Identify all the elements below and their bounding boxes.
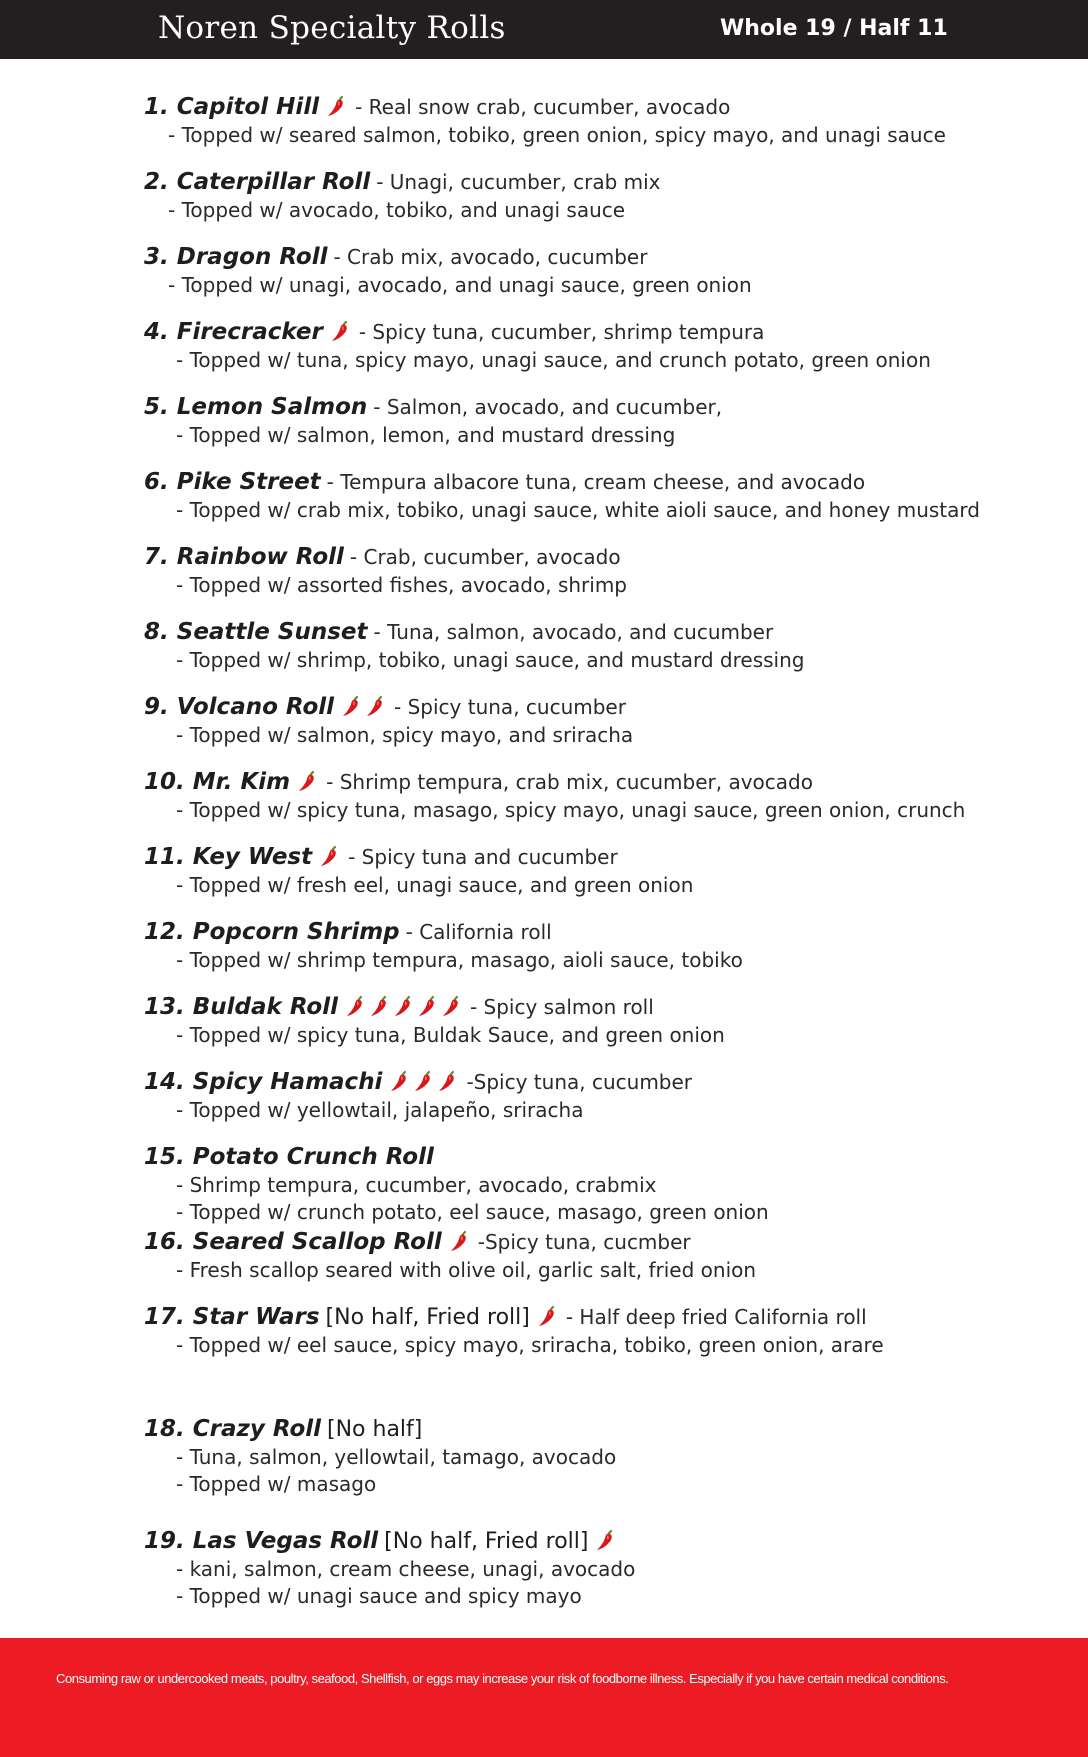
menu-item-detail: - Topped w/ crunch potato, eel sauce, masago, green onion — [176, 1200, 769, 1224]
menu-item-name: 3. Dragon Roll — [144, 244, 328, 270]
menu-item-note: [No half] — [327, 1417, 423, 1442]
menu-item-name: 17. Star Wars — [144, 1304, 320, 1330]
menu-item-detail: - Topped w/ salmon, lemon, and mustard dressing — [176, 423, 676, 447]
menu-item — [144, 1227, 1044, 1302]
menu-item-name: 9. Volcano Roll — [144, 694, 335, 720]
menu-item-heading — [144, 317, 1044, 347]
menu-item-description: - Salmon, avocado, and cucumber, — [373, 395, 723, 419]
menu-item-note: [No half, Fried roll] — [384, 1529, 589, 1554]
food-safety-disclaimer: Consuming raw or undercooked meats, poultry, seafood, Shellfish, or eggs may increase your risk of foodborne illness. Especially if you have certain medical conditions. — [56, 1671, 949, 1686]
menu-item-name: 7. Rainbow Roll — [144, 544, 344, 570]
menu-item-heading — [144, 692, 1044, 722]
menu-item-detail: - Tuna, salmon, yellowtail, tamago, avocado — [176, 1445, 617, 1469]
menu-item-heading — [144, 1227, 1044, 1257]
menu-item — [144, 692, 1044, 767]
menu-item-detail: - Topped w/ crab mix, tobiko, unagi sauce, white aioli sauce, and honey mustard — [176, 498, 980, 522]
spice-level — [325, 93, 349, 123]
menu-item-detail: - Fresh scallop seared with olive oil, garlic salt, fried onion — [176, 1258, 757, 1282]
red-chili-pepper-icon — [345, 994, 367, 1018]
menu-item-detail: - Topped w/ shrimp tempura, masago, aioli sauce, tobiko — [176, 948, 743, 972]
menu-item — [144, 617, 1044, 692]
menu-item-name: 19. Las Vegas Roll — [144, 1528, 379, 1554]
menu-item-detail: - Topped w/ masago — [176, 1472, 377, 1496]
menu-item-heading — [144, 392, 1044, 422]
menu-item-detail: - Topped w/ eel sauce, spicy mayo, sriracha, tobiko, green onion, arare — [176, 1333, 884, 1357]
menu-item-heading — [144, 1414, 1044, 1444]
rolls-menu-list — [144, 92, 1044, 1608]
menu-item — [144, 767, 1044, 842]
menu-item — [144, 242, 1044, 317]
red-chili-pepper-icon — [595, 1528, 617, 1552]
menu-item-heading — [144, 467, 1044, 497]
spice-level — [594, 1527, 618, 1557]
menu-item — [144, 992, 1044, 1067]
red-chili-pepper-icon — [326, 94, 348, 118]
menu-item-name: 2. Caterpillar Roll — [144, 169, 371, 195]
disclaimer-footer — [0, 1638, 1088, 1757]
menu-header — [0, 0, 1088, 59]
menu-item-description: - California roll — [405, 920, 552, 944]
menu-item-heading — [144, 617, 1044, 647]
red-chili-pepper-icon — [437, 1069, 459, 1093]
menu-item-heading — [144, 767, 1044, 797]
menu-item-detail: - Shrimp tempura, cucumber, avocado, crabmix — [176, 1173, 657, 1197]
menu-item-description: - Tuna, salmon, avocado, and cucumber — [373, 620, 774, 644]
menu-item-detail: - Topped w/ shrimp, tobiko, unagi sauce, and mustard dressing — [176, 648, 805, 672]
red-chili-pepper-icon — [417, 994, 439, 1018]
menu-item-description: - Half deep fried California roll — [565, 1305, 867, 1329]
menu-item-heading — [144, 917, 1044, 947]
menu-item-heading — [144, 167, 1044, 197]
menu-item-detail: - Topped w/ spicy tuna, Buldak Sauce, and green onion — [176, 1023, 725, 1047]
menu-item-description: - Spicy tuna, cucumber — [394, 695, 626, 719]
menu-item-detail: - kani, salmon, cream cheese, unagi, avocado — [176, 1557, 636, 1581]
menu-item-description: - Crab mix, avocado, cucumber — [333, 245, 648, 269]
menu-item-name: 14. Spicy Hamachi — [144, 1069, 383, 1095]
spice-level — [448, 1228, 472, 1258]
menu-item-heading — [144, 92, 1044, 122]
menu-item — [144, 467, 1044, 542]
menu-item-heading — [144, 1142, 1044, 1172]
red-chili-pepper-icon — [319, 844, 341, 868]
menu-item — [144, 167, 1044, 242]
menu-item-description: - Spicy salmon roll — [469, 995, 654, 1019]
menu-item-description: - Spicy tuna and cucumber — [348, 845, 618, 869]
menu-item-name: 12. Popcorn Shrimp — [144, 919, 400, 945]
menu-item-name: 13. Buldak Roll — [144, 994, 338, 1020]
menu-item-name: 18. Crazy Roll — [144, 1416, 322, 1442]
menu-item — [144, 392, 1044, 467]
menu-item-name: 8. Seattle Sunset — [144, 619, 368, 645]
menu-item-detail: - Topped w/ unagi sauce and spicy mayo — [176, 1584, 582, 1608]
menu-item — [144, 917, 1044, 992]
menu-item — [144, 92, 1044, 167]
menu-item — [144, 542, 1044, 617]
menu-item-name: 11. Key West — [144, 844, 313, 870]
menu-item-name: 6. Pike Street — [144, 469, 321, 495]
spice-level — [329, 318, 353, 348]
spice-level — [296, 768, 320, 798]
menu-item-name: 15. Potato Crunch Roll — [144, 1144, 434, 1170]
menu-item-detail: - Topped w/ unagi, avocado, and unagi sauce, green onion — [168, 273, 752, 297]
menu-item-note: [No half, Fried roll] — [325, 1305, 530, 1330]
menu-item-heading — [144, 1067, 1044, 1097]
menu-item-detail: - Topped w/ avocado, tobiko, and unagi sauce — [168, 198, 626, 222]
red-chili-pepper-icon — [297, 769, 319, 793]
menu-item-description: - Spicy tuna, cucumber, shrimp tempura — [358, 320, 765, 344]
spice-level — [340, 693, 388, 723]
menu-item-detail: - Topped w/ salmon, spicy mayo, and sriracha — [176, 723, 634, 747]
menu-item-description: - Unagi, cucumber, crab mix — [376, 170, 661, 194]
price-label: Whole 19 / Half 11 — [720, 16, 948, 41]
menu-item-name: 10. Mr. Kim — [144, 769, 291, 795]
page-title: Noren Specialty Rolls — [158, 10, 506, 46]
red-chili-pepper-icon — [449, 1229, 471, 1253]
red-chili-pepper-icon — [369, 994, 391, 1018]
menu-item-heading — [144, 992, 1044, 1022]
menu-item — [144, 1142, 1044, 1227]
menu-item-detail: - Topped w/ yellowtail, jalapeño, sriracha — [176, 1098, 584, 1122]
menu-item-description: - Crab, cucumber, avocado — [349, 545, 621, 569]
menu-item-heading — [144, 542, 1044, 572]
menu-item-detail: - Topped w/ spicy tuna, masago, spicy mayo, unagi sauce, green onion, crunch — [176, 798, 966, 822]
menu-item-description: - Shrimp tempura, crab mix, cucumber, avocado — [326, 770, 813, 794]
menu-item-description: -Spicy tuna, cucmber — [477, 1230, 691, 1254]
menu-item-detail: - Topped w/ seared salmon, tobiko, green onion, spicy mayo, and unagi sauce — [168, 123, 946, 147]
menu-item-heading — [144, 1302, 1044, 1332]
menu-item-detail: - Topped w/ fresh eel, unagi sauce, and green onion — [176, 873, 694, 897]
menu-item-name: 4. Firecracker — [144, 319, 323, 345]
spice-level — [344, 993, 464, 1023]
spice-level — [388, 1068, 460, 1098]
spice-level — [318, 843, 342, 873]
red-chili-pepper-icon — [413, 1069, 435, 1093]
menu-item — [144, 317, 1044, 392]
menu-item-name: 5. Lemon Salmon — [144, 394, 368, 420]
red-chili-pepper-icon — [441, 994, 463, 1018]
menu-item-detail: - Topped w/ assorted fishes, avocado, shrimp — [176, 573, 627, 597]
menu-item-heading — [144, 242, 1044, 272]
menu-item-description: - Real snow crab, cucumber, avocado — [355, 95, 731, 119]
red-chili-pepper-icon — [393, 994, 415, 1018]
menu-item — [144, 1414, 1044, 1526]
menu-item-description: -Spicy tuna, cucumber — [466, 1070, 693, 1094]
red-chili-pepper-icon — [341, 694, 363, 718]
menu-item — [144, 842, 1044, 917]
menu-item-detail: - Topped w/ tuna, spicy mayo, unagi sauce, and crunch potato, green onion — [176, 348, 931, 372]
menu-item — [144, 1067, 1044, 1142]
menu-item-name: 16. Seared Scallop Roll — [144, 1229, 442, 1255]
red-chili-pepper-icon — [330, 319, 352, 343]
spice-level — [536, 1303, 560, 1333]
menu-item — [144, 1526, 1044, 1608]
red-chili-pepper-icon — [365, 694, 387, 718]
menu-item-heading — [144, 1526, 1044, 1556]
menu-item-description: - Tempura albacore tuna, cream cheese, and avocado — [326, 470, 866, 494]
menu-item — [144, 1302, 1044, 1414]
menu-item-heading — [144, 842, 1044, 872]
red-chili-pepper-icon — [537, 1304, 559, 1328]
menu-item-name: 1. Capitol Hill — [144, 94, 320, 120]
red-chili-pepper-icon — [389, 1069, 411, 1093]
